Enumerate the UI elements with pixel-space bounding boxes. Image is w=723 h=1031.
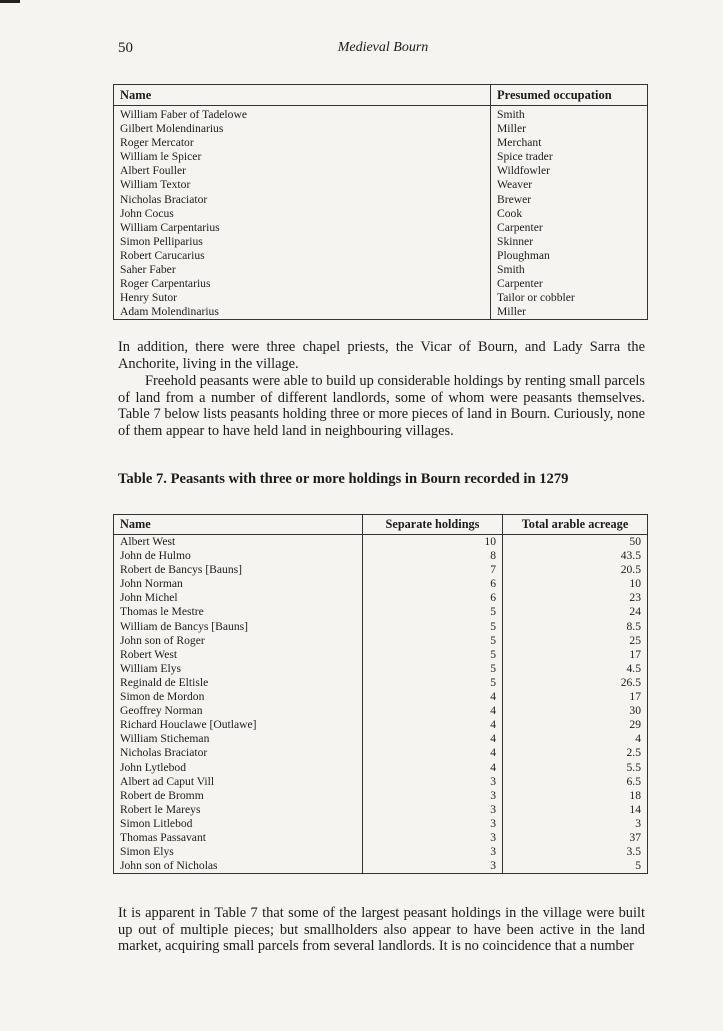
table-row bbox=[114, 775, 648, 789]
cell-separate-holdings: 10 bbox=[363, 535, 503, 550]
cell-arable-acreage: 5.5 bbox=[626, 760, 641, 774]
table-row bbox=[114, 803, 648, 817]
cell-occupation: Skinner bbox=[497, 234, 534, 248]
cell-separate-holdings: 7 bbox=[363, 563, 503, 577]
cell-name: John son of Roger bbox=[114, 634, 363, 648]
cell-name: John de Hulmo bbox=[114, 549, 363, 563]
cell-separate-holdings: 4 bbox=[363, 746, 503, 760]
cell-separate-holdings: 4 bbox=[363, 690, 503, 704]
paragraph-table7-discussion: It is apparent in Table 7 that some of the largest peasant holdings in the village were built up out of multiple pieces; but smallholders also appear to have been active in the land market, acquiring small parcels from several landlords. It is no coincidence that a number bbox=[118, 905, 645, 954]
cell-separate-holdings: 3 bbox=[363, 845, 503, 859]
cell-separate-holdings: 5 bbox=[363, 676, 503, 690]
table-row bbox=[114, 845, 648, 859]
cell-name: Robert Carucarius bbox=[114, 249, 491, 263]
cell-separate-holdings: 4 bbox=[363, 732, 503, 746]
cell-occupation: Smith bbox=[497, 263, 525, 277]
cell-arable-acreage: 18 bbox=[629, 788, 641, 802]
cell-arable-acreage: 8.5 bbox=[626, 619, 641, 633]
cell-name: John son of Nicholas bbox=[114, 859, 363, 874]
cell-arable-acreage: 4.5 bbox=[626, 661, 641, 675]
table-row bbox=[114, 193, 648, 207]
cell-arable-acreage: 4 bbox=[635, 732, 641, 746]
table-row bbox=[114, 263, 648, 277]
cell-arable-acreage: 50 bbox=[629, 535, 641, 548]
table-row bbox=[114, 249, 648, 263]
cell-arable-acreage: 23 bbox=[629, 591, 641, 605]
cell-separate-holdings: 5 bbox=[363, 662, 503, 676]
table-row bbox=[114, 662, 648, 676]
table-row bbox=[114, 150, 648, 164]
cell-separate-holdings: 6 bbox=[363, 591, 503, 605]
table-row bbox=[114, 277, 648, 291]
column-header-occupation: Presumed occupation bbox=[491, 85, 648, 106]
table-row bbox=[114, 634, 648, 648]
cell-name: Nicholas Braciator bbox=[114, 746, 363, 760]
page-header bbox=[118, 40, 648, 60]
cell-name: Richard Houclawe [Outlawe] bbox=[114, 718, 363, 732]
cell-arable-acreage: 2.5 bbox=[626, 746, 641, 760]
table-row bbox=[114, 620, 648, 634]
cell-name: Henry Sutor bbox=[114, 291, 491, 305]
cell-arable-acreage: 3.5 bbox=[626, 845, 641, 859]
cell-separate-holdings: 8 bbox=[363, 549, 503, 563]
cell-occupation: Weaver bbox=[497, 178, 533, 192]
table-row bbox=[114, 761, 648, 775]
cell-name: Thomas le Mestre bbox=[114, 605, 363, 619]
cell-arable-acreage: 17 bbox=[629, 647, 641, 661]
table-row bbox=[114, 859, 648, 874]
cell-name: John Norman bbox=[114, 577, 363, 591]
cell-name: Nicholas Braciator bbox=[114, 193, 491, 207]
cell-name: Robert le Mareys bbox=[114, 803, 363, 817]
occupations-table-body bbox=[114, 106, 648, 320]
table7-body bbox=[114, 535, 648, 874]
cell-separate-holdings: 5 bbox=[363, 620, 503, 634]
cell-name: Simon de Mordon bbox=[114, 690, 363, 704]
cell-name: William le Spicer bbox=[114, 150, 491, 164]
table-row bbox=[114, 106, 648, 123]
cell-separate-holdings: 6 bbox=[363, 577, 503, 591]
cell-occupation: Smith bbox=[497, 108, 525, 121]
cell-separate-holdings: 3 bbox=[363, 859, 503, 874]
table-row bbox=[114, 718, 648, 732]
cell-name: Simon Elys bbox=[114, 845, 363, 859]
cell-name: Robert West bbox=[114, 648, 363, 662]
cell-separate-holdings: 4 bbox=[363, 718, 503, 732]
occupations-table bbox=[113, 84, 648, 320]
cell-arable-acreage: 3 bbox=[635, 816, 641, 830]
cell-separate-holdings: 4 bbox=[363, 761, 503, 775]
cell-name: Simon Pelliparius bbox=[114, 235, 491, 249]
cell-occupation: Miller bbox=[497, 122, 526, 136]
cell-name: Robert de Bromm bbox=[114, 789, 363, 803]
cell-name: William Carpentarius bbox=[114, 221, 491, 235]
table-row bbox=[114, 577, 648, 591]
table-row bbox=[114, 207, 648, 221]
table-row bbox=[114, 704, 648, 718]
table-row bbox=[114, 648, 648, 662]
table-row bbox=[114, 221, 648, 235]
cell-separate-holdings: 5 bbox=[363, 634, 503, 648]
cell-name: William Faber of Tadelowe bbox=[114, 106, 491, 123]
table-row bbox=[114, 235, 648, 249]
page-number: 50 bbox=[118, 40, 133, 56]
column-header-name: Name bbox=[114, 515, 363, 535]
column-header-arable-acreage: Total arable acreage bbox=[503, 515, 648, 535]
paragraph-freehold-peasants: Freehold peasants were able to build up considerable holdings by renting small parcels of land from a number of different landlords, some of whom were peasants themselves. Table 7 below lists peasants holding three or more pieces of land in Bourn. Curiously, none of them appear to have held land in neighbouring villages. bbox=[118, 373, 645, 439]
table-row bbox=[114, 136, 648, 150]
table-header-row bbox=[114, 85, 648, 106]
cell-arable-acreage: 24 bbox=[629, 605, 641, 619]
cell-separate-holdings: 3 bbox=[363, 817, 503, 831]
cell-name: Simon Litlebod bbox=[114, 817, 363, 831]
cell-separate-holdings: 4 bbox=[363, 704, 503, 718]
cell-arable-acreage: 14 bbox=[629, 802, 641, 816]
cell-name: William de Bancys [Bauns] bbox=[114, 620, 363, 634]
cell-arable-acreage: 20.5 bbox=[620, 563, 641, 577]
column-header-name: Name bbox=[114, 85, 491, 106]
table-row bbox=[114, 605, 648, 619]
cell-occupation: Merchant bbox=[497, 136, 542, 150]
table-header-row bbox=[114, 515, 648, 535]
table-row bbox=[114, 831, 648, 845]
cell-separate-holdings: 3 bbox=[363, 775, 503, 789]
cell-occupation: Tailor or cobbler bbox=[497, 291, 575, 305]
running-title: Medieval Bourn bbox=[337, 40, 429, 55]
table-row bbox=[114, 164, 648, 178]
cell-arable-acreage: 17 bbox=[629, 690, 641, 704]
table-row bbox=[114, 817, 648, 831]
cell-name: Robert de Bancys [Bauns] bbox=[114, 563, 363, 577]
cell-separate-holdings: 5 bbox=[363, 605, 503, 619]
column-header-separate-holdings: Separate holdings bbox=[363, 515, 503, 535]
table-row bbox=[114, 746, 648, 760]
cell-name: Roger Mercator bbox=[114, 136, 491, 150]
cell-arable-acreage: 25 bbox=[629, 633, 641, 647]
cell-occupation: Spice trader bbox=[497, 150, 553, 164]
cell-occupation: Cook bbox=[497, 206, 523, 220]
cell-name: William Sticheman bbox=[114, 732, 363, 746]
cell-name: William Elys bbox=[114, 662, 363, 676]
cell-occupation: Carpenter bbox=[497, 220, 543, 234]
table-row bbox=[114, 535, 648, 550]
table-row bbox=[114, 305, 648, 320]
cell-name: William Textor bbox=[114, 178, 491, 192]
cell-name: Albert ad Caput Vill bbox=[114, 775, 363, 789]
cell-name: Adam Molendinarius bbox=[114, 305, 491, 320]
cell-arable-acreage: 29 bbox=[629, 718, 641, 732]
cell-occupation: Miller bbox=[497, 305, 526, 319]
table7 bbox=[113, 514, 648, 874]
table-row bbox=[114, 732, 648, 746]
cell-separate-holdings: 3 bbox=[363, 803, 503, 817]
cell-occupation: Carpenter bbox=[497, 277, 543, 291]
cell-name: Saher Faber bbox=[114, 263, 491, 277]
cell-arable-acreage: 30 bbox=[629, 704, 641, 718]
cell-name: Geoffrey Norman bbox=[114, 704, 363, 718]
cell-arable-acreage: 26.5 bbox=[620, 675, 641, 689]
cell-occupation: Wildfowler bbox=[497, 164, 550, 178]
cell-name: Roger Carpentarius bbox=[114, 277, 491, 291]
cell-name: Gilbert Molendinarius bbox=[114, 122, 491, 136]
table-row bbox=[114, 690, 648, 704]
table-row bbox=[114, 122, 648, 136]
cell-name: Reginald de Eltisle bbox=[114, 676, 363, 690]
cell-separate-holdings: 3 bbox=[363, 831, 503, 845]
cell-arable-acreage: 6.5 bbox=[626, 774, 641, 788]
cell-arable-acreage: 10 bbox=[629, 577, 641, 591]
paragraph-additional-residents: In addition, there were three chapel priests, the Vicar of Bourn, and Lady Sarra the Anchorite, living in the village. bbox=[118, 339, 645, 372]
table-row bbox=[114, 591, 648, 605]
cell-arable-acreage: 5 bbox=[635, 859, 641, 873]
table-row bbox=[114, 676, 648, 690]
scan-corner-mark bbox=[0, 0, 20, 3]
table-row bbox=[114, 178, 648, 192]
cell-arable-acreage: 37 bbox=[629, 830, 641, 844]
cell-name: John Lytlebod bbox=[114, 761, 363, 775]
cell-name: Thomas Passavant bbox=[114, 831, 363, 845]
cell-separate-holdings: 5 bbox=[363, 648, 503, 662]
table-row bbox=[114, 549, 648, 563]
cell-name: Albert Fouller bbox=[114, 164, 491, 178]
cell-name: John Michel bbox=[114, 591, 363, 605]
cell-name: John Cocus bbox=[114, 207, 491, 221]
cell-name: Albert West bbox=[114, 535, 363, 550]
cell-separate-holdings: 3 bbox=[363, 789, 503, 803]
cell-occupation: Brewer bbox=[497, 192, 532, 206]
table-row bbox=[114, 291, 648, 305]
table-row bbox=[114, 789, 648, 803]
table-row bbox=[114, 563, 648, 577]
cell-occupation: Ploughman bbox=[497, 248, 550, 262]
table7-caption: Table 7. Peasants with three or more holdings in Bourn recorded in 1279 bbox=[118, 471, 569, 487]
cell-arable-acreage: 43.5 bbox=[620, 549, 641, 563]
